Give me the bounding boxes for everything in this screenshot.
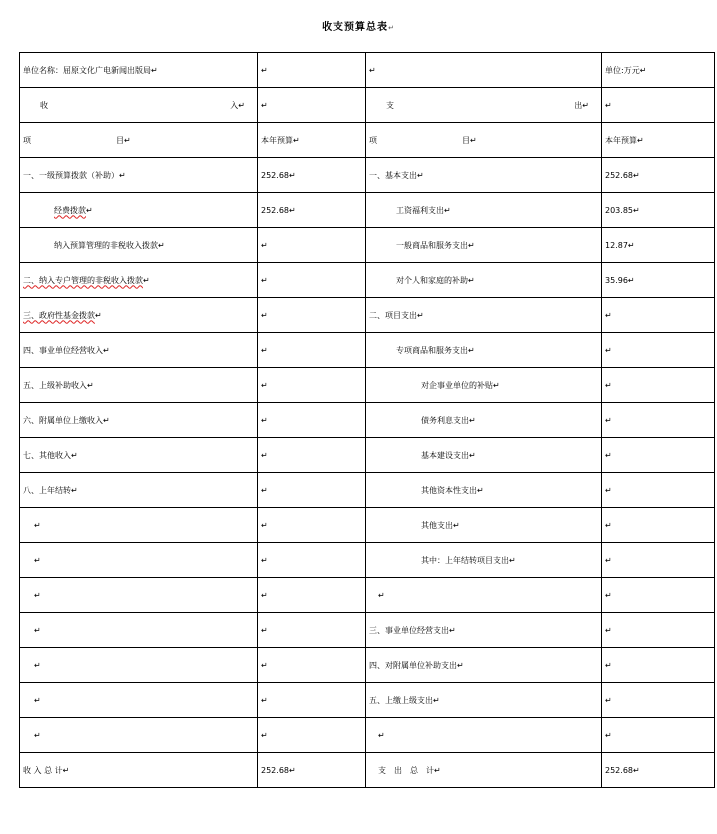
table-row <box>20 543 715 578</box>
expense-item: ↵ <box>366 578 602 613</box>
income-value: ↵ <box>258 298 366 333</box>
page-title: 收支预算总表↵ <box>322 22 395 33</box>
income-budget-header: 本年预算↵ <box>258 123 366 158</box>
expense-value: ↵ <box>602 473 715 508</box>
income-value: ↵ <box>258 543 366 578</box>
expense-value: ↵ <box>602 718 715 753</box>
unit-name-cell: 单位名称：屈原文化广电新闻出版局↵ <box>20 53 258 88</box>
income-value: ↵ <box>258 578 366 613</box>
income-total-value: 252.68↵ <box>258 753 366 788</box>
income-item: ↵ <box>20 648 258 683</box>
table-row <box>20 613 715 648</box>
table-row <box>20 333 715 368</box>
income-item: 一、一级预算拨款（补助）↵ <box>20 158 258 193</box>
income-value: ↵ <box>258 508 366 543</box>
expense-item: 五、上缴上级支出↵ <box>366 683 602 718</box>
income-value: ↵ <box>258 438 366 473</box>
expense-item: 三、事业单位经营支出↵ <box>366 613 602 648</box>
expense-value: 252.68↵ <box>602 158 715 193</box>
income-item: ↵ <box>20 578 258 613</box>
expense-value: 12.87↵ <box>602 228 715 263</box>
expense-item: 其他资本性支出↵ <box>366 473 602 508</box>
table-row <box>20 508 715 543</box>
expense-item: 一般商品和服务支出↵ <box>366 228 602 263</box>
expense-item: ↵ <box>366 718 602 753</box>
income-item: ↵ <box>20 508 258 543</box>
expense-value: 203.85↵ <box>602 193 715 228</box>
table-row <box>20 298 715 333</box>
expense-item-header: 项 目↵ <box>366 123 602 158</box>
table-row <box>20 648 715 683</box>
income-value: ↵ <box>258 333 366 368</box>
income-item: 经费拨款↵ <box>20 193 258 228</box>
table-row <box>20 438 715 473</box>
income-item: 六、附属单位上缴收入↵ <box>20 403 258 438</box>
expense-value: ↵ <box>602 648 715 683</box>
expense-value: ↵ <box>602 508 715 543</box>
table-row <box>20 368 715 403</box>
expense-item: 一、基本支出↵ <box>366 158 602 193</box>
income-item: ↵ <box>20 683 258 718</box>
expense-value: ↵ <box>602 368 715 403</box>
income-item: ↵ <box>20 613 258 648</box>
expense-item: 工资福利支出↵ <box>366 193 602 228</box>
expense-item: 二、项目支出↵ <box>366 298 602 333</box>
income-value: ↵ <box>258 228 366 263</box>
income-value: 252.68↵ <box>258 158 366 193</box>
section-header-row <box>20 88 715 123</box>
table-row <box>20 263 715 298</box>
expense-item: 债务利息支出↵ <box>366 403 602 438</box>
income-item: 三、政府性基金拨款↵ <box>20 298 258 333</box>
totals-row <box>20 753 715 788</box>
expense-value: ↵ <box>602 543 715 578</box>
expense-item: 四、对附属单位补助支出↵ <box>366 648 602 683</box>
unit-row <box>20 53 715 88</box>
income-item: 二、纳入专户管理的非税收入拨款↵ <box>20 263 258 298</box>
income-section-header: 收 入↵ <box>20 88 258 123</box>
income-total-label: 收 入 总 计↵ <box>20 753 258 788</box>
empty-cell: ↵ <box>366 53 602 88</box>
income-item: ↵ <box>20 718 258 753</box>
expense-total-label: 支 出 总 计↵ <box>366 753 602 788</box>
income-item: 纳入预算管理的非税收入拨款↵ <box>20 228 258 263</box>
expense-value: ↵ <box>602 298 715 333</box>
budget-table <box>19 52 715 788</box>
expense-value: ↵ <box>602 333 715 368</box>
empty-cell: ↵ <box>602 88 715 123</box>
income-value: ↵ <box>258 648 366 683</box>
table-row <box>20 473 715 508</box>
expense-section-header: 支 出↵ <box>366 88 602 123</box>
column-header-row <box>20 123 715 158</box>
expense-item: 对企事业单位的补贴↵ <box>366 368 602 403</box>
table-row <box>20 228 715 263</box>
expense-item: 基本建设支出↵ <box>366 438 602 473</box>
table-row <box>20 578 715 613</box>
income-value: ↵ <box>258 473 366 508</box>
income-item: 四、事业单位经营收入↵ <box>20 333 258 368</box>
table-row <box>20 193 715 228</box>
expense-value: 35.96↵ <box>602 263 715 298</box>
expense-value: ↵ <box>602 683 715 718</box>
empty-cell: ↵ <box>258 88 366 123</box>
table-row <box>20 403 715 438</box>
expense-value: ↵ <box>602 578 715 613</box>
unit-cell: 单位:万元↵ <box>602 53 715 88</box>
expense-value: ↵ <box>602 438 715 473</box>
income-item: 五、上级补助收入↵ <box>20 368 258 403</box>
expense-item: 其中：上年结转项目支出↵ <box>366 543 602 578</box>
table-row <box>20 683 715 718</box>
income-value: ↵ <box>258 613 366 648</box>
expense-item: 其他支出↵ <box>366 508 602 543</box>
income-value: ↵ <box>258 263 366 298</box>
income-value: ↵ <box>258 718 366 753</box>
income-value: ↵ <box>258 368 366 403</box>
income-value: 252.68↵ <box>258 193 366 228</box>
income-value: ↵ <box>258 403 366 438</box>
paragraph-mark: ↵ <box>388 24 395 32</box>
empty-cell: ↵ <box>258 53 366 88</box>
income-item-header: 项 目↵ <box>20 123 258 158</box>
expense-total-value: 252.68↵ <box>602 753 715 788</box>
income-item: 八、上年结转↵ <box>20 473 258 508</box>
income-item: 七、其他收入↵ <box>20 438 258 473</box>
expense-value: ↵ <box>602 613 715 648</box>
income-item: ↵ <box>20 543 258 578</box>
income-value: ↵ <box>258 683 366 718</box>
expense-item: 对个人和家庭的补助↵ <box>366 263 602 298</box>
expense-value: ↵ <box>602 403 715 438</box>
table-row <box>20 158 715 193</box>
expense-item: 专项商品和服务支出↵ <box>366 333 602 368</box>
expense-budget-header: 本年预算↵ <box>602 123 715 158</box>
table-row <box>20 718 715 753</box>
